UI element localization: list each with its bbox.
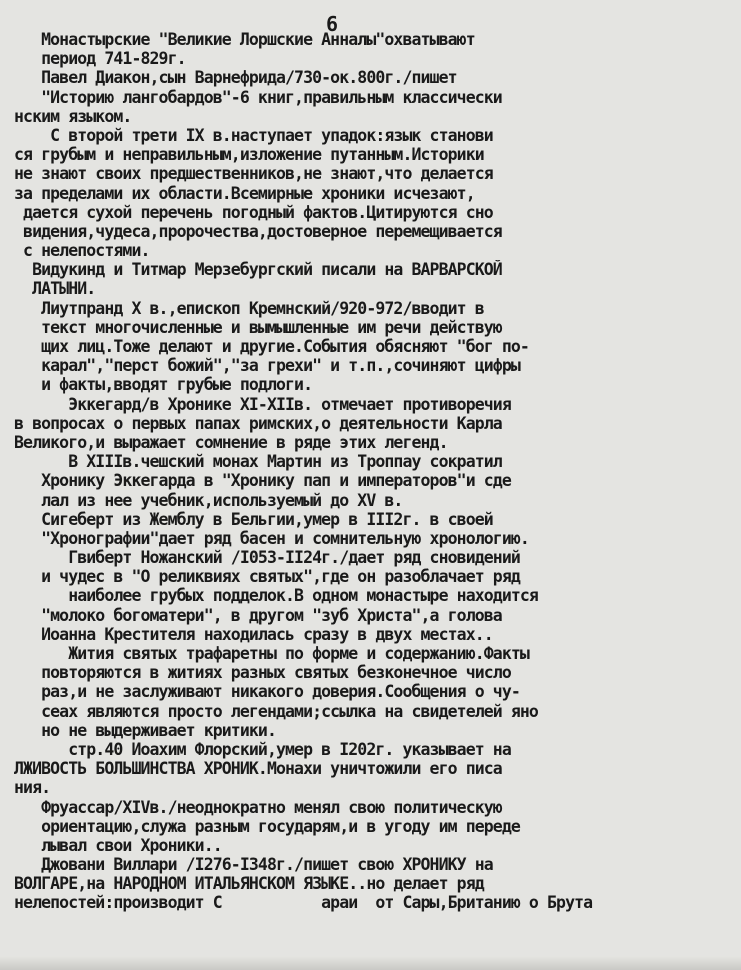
text-line: Хронику Эккегарда в "Хронику пап и императоров"и сде: [14, 471, 511, 491]
text-line: Сигеберт из Жемблу в Бельгии,умер в III2г. в своей: [14, 509, 493, 529]
typewritten-text: [14, 30, 731, 913]
text-line: карал","перст божий","за грехи" и т.п.,сочиняют цифры: [14, 356, 520, 376]
text-line: щих лиц.Тоже делают и другие.События обясняют "бог по-: [14, 337, 529, 356]
text-line: нским языком.: [14, 106, 132, 126]
text-line: стр.40 Иоахим Флорский,умер в I202г. указывает на: [14, 739, 511, 759]
text-line: сеах являются просто легендами;ссылка на свидетелей яно: [14, 701, 538, 721]
text-line: "Хронографии"дает ряд басен и сомнительную хронологию.: [14, 528, 529, 548]
text-line: но не выдерживает критики.: [14, 720, 276, 740]
text-line: видения,чудеса,пророчества,достоверное перемещивается: [14, 221, 502, 241]
text-line: Великого,и выражает сомнение в ряде этих легенд.: [14, 432, 448, 452]
text-line: с нелепостями.: [14, 241, 150, 261]
text-line: Гвиберт Ножанский /I053-II24г./дает ряд сновидений: [14, 548, 520, 568]
text-line: лал из нее учебник,используемый до XV в.: [14, 490, 403, 510]
text-line: период 741-829г.: [14, 49, 186, 69]
text-line: и чудес в "О реликвиях святых",где он разоблачает ряд: [14, 567, 520, 587]
text-line: ся грубым и неправильным,изложение путанным.Историки: [14, 145, 484, 165]
text-line: Джовани Виллари /I276-I348г./пишет свою ХРОНИКУ на: [14, 855, 493, 875]
text-line: лывал свои Хроники..: [14, 835, 222, 855]
text-line: ЛЖИВОСТЬ БОЛЬШИНСТВА ХРОНИК.Монахи уничтожили его писа: [14, 759, 502, 779]
text-line: наиболее грубых подделок.В одном монастыре находится: [14, 586, 538, 606]
text-line: раз,и не заслуживают никакого доверия.Сообщения о чу-: [14, 682, 520, 702]
text-line: ВОЛГАРЕ,на НАРОДНОМ ИТАЛЬЯНСКОМ ЯЗЫКЕ..но делает ряд: [14, 874, 484, 894]
text-line: ЛАТЫНИ.: [14, 279, 96, 299]
text-line: ориентацию,служа разным государям,и в угоду им переде: [14, 816, 520, 836]
text-line: Иоанна Крестителя находилась сразу в двух местах..: [14, 624, 493, 644]
text-line: нелепостей:производит С араи от Сары,Британию о Брута: [14, 893, 593, 913]
text-line: в вопросах о первых папах римских,о деятельности Карла: [14, 413, 502, 433]
text-line: В XIIIв.чешский монах Мартин из Троппау сократил: [14, 452, 502, 472]
text-line: текст многочисленные и вымышленные им речи действую: [14, 317, 502, 337]
text-line: дается сухой перечень погодный фактов.Цитируются сно: [14, 202, 493, 222]
text-line: ния.: [14, 778, 51, 798]
text-line: "Историю лангобардов"-6 книг,правильным классически: [14, 87, 502, 107]
text-line: С второй трети IX в.наступает упадок:язык станови: [14, 125, 493, 145]
scan-edge-shadow: [0, 956, 741, 970]
text-line: не знают своих предшественников,не знают,что делается: [14, 164, 493, 184]
text-line: Видукинд и Титмар Мерзебургский писали на ВАРВАРСКОЙ: [14, 260, 502, 280]
page-number: 6: [326, 12, 339, 36]
text-line: повторяются в житиях разных святых безконечное число: [14, 663, 511, 683]
text-line: Эккегард/в Хронике XI-XIIв. отмечает противоречия: [14, 394, 511, 414]
text-line: Фруассар/XIVв./неоднократно менял свою политическую: [14, 797, 502, 817]
text-line: Павел Диакон,сын Варнефрида/730-ок.800г./пишет: [14, 68, 457, 88]
text-line: Лиутпранд X в.,епископ Кремнский/920-972/вводит в: [14, 298, 484, 318]
text-line: "молоко богоматери", в другом "зуб Христа",а голова: [14, 605, 502, 625]
text-line: Жития святых трафаретны по форме и содержанию.Факты: [14, 644, 529, 663]
text-line: и факты,вводят грубые подлоги.: [14, 375, 313, 395]
text-line: за пределами их области.Всемирные хроники исчезают,: [14, 183, 475, 203]
text-line: Монастырские "Великие Лоршские Анналы"охватывают: [14, 30, 475, 49]
